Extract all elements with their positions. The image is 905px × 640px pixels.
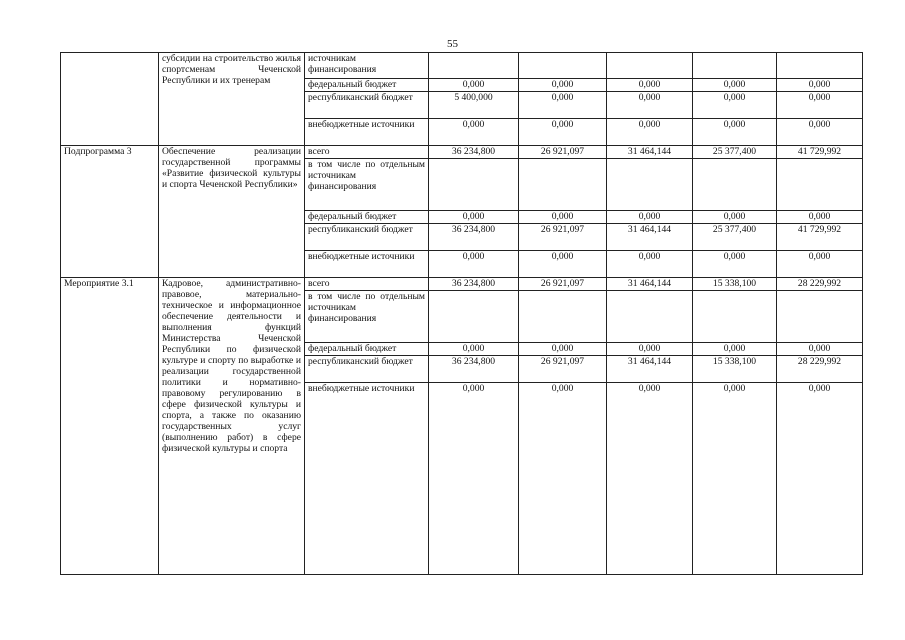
funding-source: в том числе по отдельным источникам финансирования — [305, 291, 429, 343]
value-cell: 36 234,800 — [429, 278, 519, 291]
value-cell — [429, 53, 519, 79]
value-cell: 0,000 — [429, 251, 519, 278]
value-cell: 0,000 — [607, 92, 693, 119]
value-cell — [693, 53, 777, 79]
value-cell — [519, 53, 607, 79]
value-cell: 0,000 — [777, 343, 863, 356]
value-cell: 0,000 — [777, 79, 863, 92]
value-cell — [429, 291, 519, 343]
value-cell: 0,000 — [777, 211, 863, 224]
value-cell: 0,000 — [693, 79, 777, 92]
value-cell — [429, 159, 519, 211]
value-cell: 0,000 — [519, 92, 607, 119]
program-name-cell — [61, 53, 159, 146]
value-cell: 0,000 — [777, 251, 863, 278]
table-row — [61, 53, 863, 79]
value-cell: 0,000 — [519, 79, 607, 92]
value-cell: 0,000 — [429, 79, 519, 92]
value-cell: 0,000 — [607, 211, 693, 224]
value-cell — [607, 291, 693, 343]
value-cell — [777, 291, 863, 343]
value-cell: 28 229,992 — [777, 278, 863, 291]
value-cell: 31 464,144 — [607, 278, 693, 291]
funding-source: федеральный бюджет — [305, 343, 429, 356]
budget-table — [60, 52, 863, 575]
value-cell: 0,000 — [693, 211, 777, 224]
table-row — [61, 278, 863, 291]
value-cell: 0,000 — [607, 383, 693, 575]
value-cell: 31 464,144 — [607, 224, 693, 251]
value-cell: 0,000 — [607, 79, 693, 92]
value-cell: 15 338,100 — [693, 356, 777, 383]
value-cell: 26 921,097 — [519, 146, 607, 159]
value-cell — [693, 291, 777, 343]
funding-source: источникам финансирования — [305, 53, 429, 79]
value-cell — [693, 159, 777, 211]
funding-source: внебюджетные источники — [305, 251, 429, 278]
value-cell: 15 338,100 — [693, 278, 777, 291]
value-cell: 26 921,097 — [519, 356, 607, 383]
funding-source: всего — [305, 278, 429, 291]
value-cell: 0,000 — [429, 211, 519, 224]
value-cell: 0,000 — [519, 343, 607, 356]
funding-source: федеральный бюджет — [305, 79, 429, 92]
value-cell: 41 729,992 — [777, 224, 863, 251]
value-cell: 5 400,000 — [429, 92, 519, 119]
value-cell — [519, 159, 607, 211]
value-cell: 0,000 — [519, 211, 607, 224]
value-cell — [777, 159, 863, 211]
value-cell: 31 464,144 — [607, 356, 693, 383]
funding-source: в том числе по отдельным источникам финансирования — [305, 159, 429, 211]
funding-source: всего — [305, 146, 429, 159]
value-cell — [607, 53, 693, 79]
value-cell: 0,000 — [777, 92, 863, 119]
funding-source: республиканский бюджет — [305, 92, 429, 119]
value-cell: 31 464,144 — [607, 146, 693, 159]
funding-source: федеральный бюджет — [305, 211, 429, 224]
funding-source: республиканский бюджет — [305, 356, 429, 383]
program-description: Кадровое, административно-правовое, материально-техническое и информационное обеспечение деятельности и выполнения функций Министерства Чеченской Республики по физической культуре и спорту по выработке и реализации государственной политики и нормативно-правовому регулированию в сфере физической культуры и спорта, а также по оказанию государственных услуг (выполнению работ) в сфере физической культуры и спорта — [159, 278, 305, 575]
program-name-cell: Мероприятие 3.1 — [61, 278, 159, 575]
value-cell — [607, 159, 693, 211]
value-cell: 0,000 — [519, 119, 607, 146]
value-cell — [519, 291, 607, 343]
value-cell: 0,000 — [777, 383, 863, 575]
value-cell: 0,000 — [429, 383, 519, 575]
value-cell: 0,000 — [607, 343, 693, 356]
page-number: 55 — [447, 38, 458, 50]
value-cell — [777, 53, 863, 79]
funding-source: внебюджетные источники — [305, 119, 429, 146]
value-cell: 28 229,992 — [777, 356, 863, 383]
value-cell: 0,000 — [519, 383, 607, 575]
value-cell: 41 729,992 — [777, 146, 863, 159]
value-cell: 26 921,097 — [519, 278, 607, 291]
value-cell: 0,000 — [607, 251, 693, 278]
value-cell: 0,000 — [429, 119, 519, 146]
funding-source: республиканский бюджет — [305, 224, 429, 251]
value-cell: 0,000 — [693, 251, 777, 278]
value-cell: 0,000 — [693, 119, 777, 146]
program-name-cell: Подпрограмма 3 — [61, 146, 159, 278]
value-cell: 0,000 — [693, 383, 777, 575]
value-cell: 36 234,800 — [429, 224, 519, 251]
value-cell: 25 377,400 — [693, 224, 777, 251]
value-cell: 0,000 — [693, 343, 777, 356]
value-cell: 25 377,400 — [693, 146, 777, 159]
value-cell: 36 234,800 — [429, 356, 519, 383]
value-cell: 36 234,800 — [429, 146, 519, 159]
value-cell: 26 921,097 — [519, 224, 607, 251]
funding-source: внебюджетные источники — [305, 383, 429, 575]
table-row — [61, 146, 863, 159]
program-description: Обеспечение реализации государственной программы «Развитие физической культуры и спорта Чеченской Республики» — [159, 146, 305, 278]
value-cell: 0,000 — [693, 92, 777, 119]
program-description: субсидии на строительство жилья спортсменам Чеченской Республики и их тренерам — [159, 53, 305, 146]
value-cell: 0,000 — [519, 251, 607, 278]
value-cell: 0,000 — [429, 343, 519, 356]
value-cell: 0,000 — [607, 119, 693, 146]
value-cell: 0,000 — [777, 119, 863, 146]
